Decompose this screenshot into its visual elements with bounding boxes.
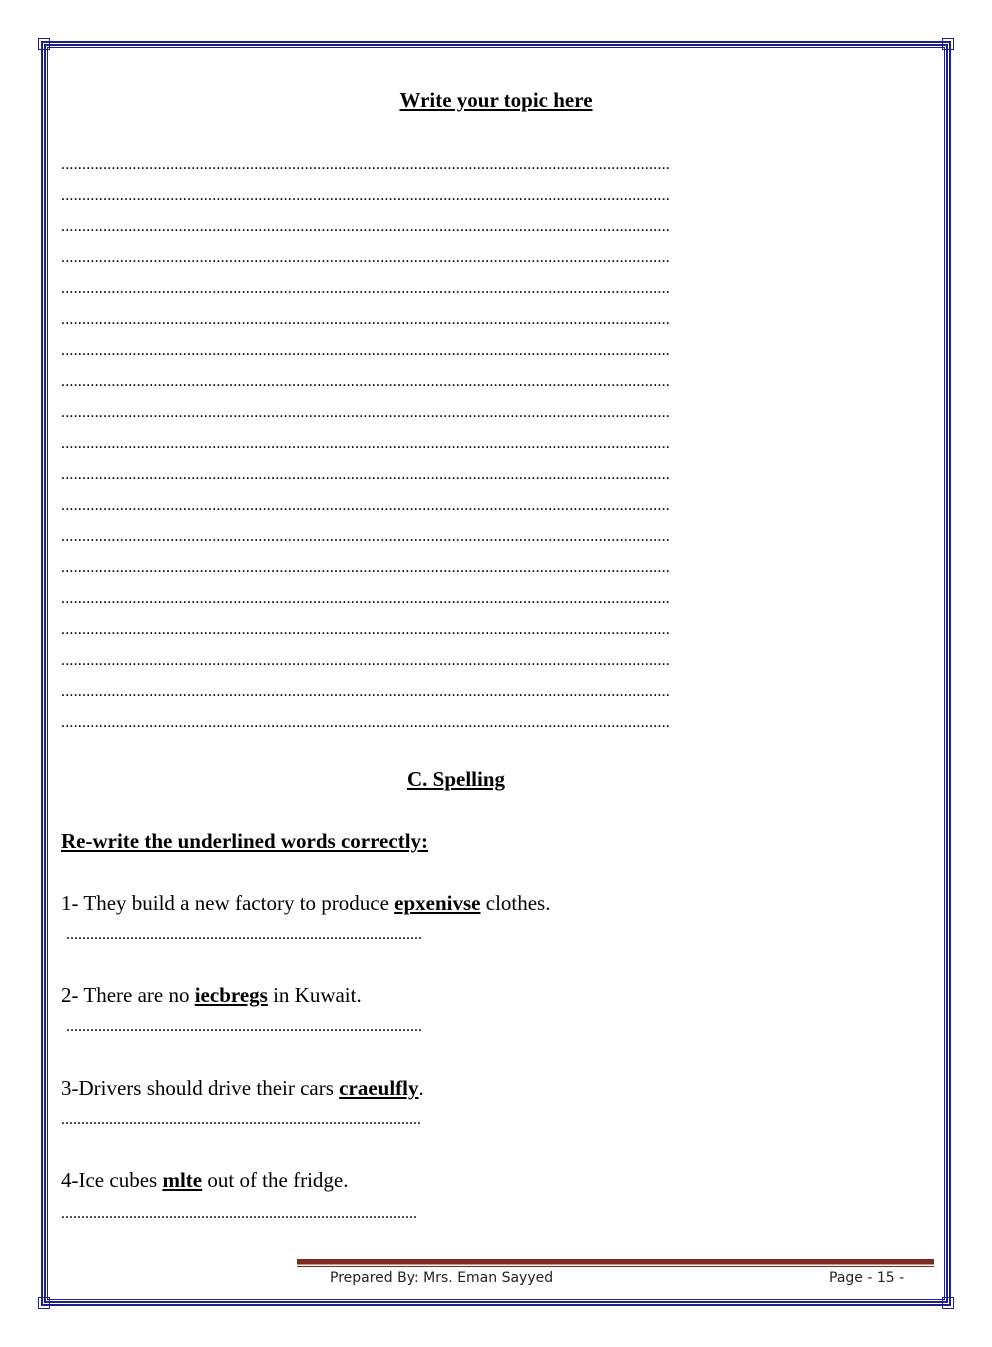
- instruction: Re-write the underlined words correctly:: [61, 829, 429, 853]
- question-text: out of the fridge.: [202, 1168, 349, 1192]
- answer-line-3[interactable]: ..........................................................................................: [61, 1111, 421, 1128]
- writing-line[interactable]: .................................................................................................................................................: [61, 652, 670, 669]
- writing-line[interactable]: .................................................................................................................................................: [61, 311, 670, 328]
- writing-line[interactable]: .................................................................................................................................................: [61, 497, 670, 514]
- answer-line-1[interactable]: .........................................................................................: [66, 926, 422, 943]
- question-text: in Kuwait.: [267, 983, 362, 1007]
- misspelled-word: iecbregs: [194, 983, 268, 1007]
- writing-line[interactable]: .................................................................................................................................................: [61, 404, 670, 421]
- writing-line[interactable]: .................................................................................................................................................: [61, 280, 670, 297]
- writing-line[interactable]: .................................................................................................................................................: [61, 683, 670, 700]
- misspelled-word: craeulfly: [339, 1076, 419, 1100]
- question-1: [61, 891, 550, 916]
- footer-rule-thin: [297, 1266, 934, 1267]
- question-text: 1- They build a new factory to produce: [61, 891, 395, 915]
- footer-page-number: Page - 15 -: [829, 1270, 905, 1286]
- writing-line[interactable]: .................................................................................................................................................: [61, 249, 670, 266]
- writing-line[interactable]: .................................................................................................................................................: [61, 714, 670, 731]
- question-2: [61, 983, 362, 1008]
- border-corner-bottom-right: [942, 1297, 954, 1309]
- writing-line[interactable]: .................................................................................................................................................: [61, 466, 670, 483]
- misspelled-word: epxenivse: [394, 891, 481, 915]
- writing-line[interactable]: .................................................................................................................................................: [61, 528, 670, 545]
- writing-line[interactable]: .................................................................................................................................................: [61, 435, 670, 452]
- question-text: clothes.: [480, 891, 551, 915]
- writing-line[interactable]: .................................................................................................................................................: [61, 218, 670, 235]
- border-corner-top-right: [942, 38, 954, 50]
- footer-rule: [297, 1259, 934, 1265]
- topic-title: Write your topic here: [399, 88, 593, 112]
- misspelled-word: mlte: [162, 1168, 203, 1192]
- question-3: [61, 1076, 424, 1101]
- section-title: C. Spelling: [406, 767, 506, 791]
- answer-line-4[interactable]: .........................................................................................: [61, 1205, 417, 1222]
- writing-line[interactable]: .................................................................................................................................................: [61, 342, 670, 359]
- question-text: 3-Drivers should drive their cars: [61, 1076, 340, 1100]
- writing-line[interactable]: .................................................................................................................................................: [61, 559, 670, 576]
- border-corner-bottom-left: [38, 1297, 50, 1309]
- question-text: .: [418, 1076, 424, 1100]
- border-corner-top-left: [38, 38, 50, 50]
- writing-line[interactable]: .................................................................................................................................................: [61, 156, 670, 173]
- question-text: 4-Ice cubes: [61, 1168, 163, 1192]
- question-text: 2- There are no: [61, 983, 195, 1007]
- footer-prepared-by: Prepared By: Mrs. Eman Sayyed: [330, 1270, 554, 1286]
- question-4: [61, 1168, 348, 1193]
- writing-line[interactable]: .................................................................................................................................................: [61, 590, 670, 607]
- answer-line-2[interactable]: .........................................................................................: [66, 1018, 422, 1035]
- writing-line[interactable]: .................................................................................................................................................: [61, 187, 670, 204]
- writing-line[interactable]: .................................................................................................................................................: [61, 373, 670, 390]
- writing-line[interactable]: .................................................................................................................................................: [61, 621, 670, 638]
